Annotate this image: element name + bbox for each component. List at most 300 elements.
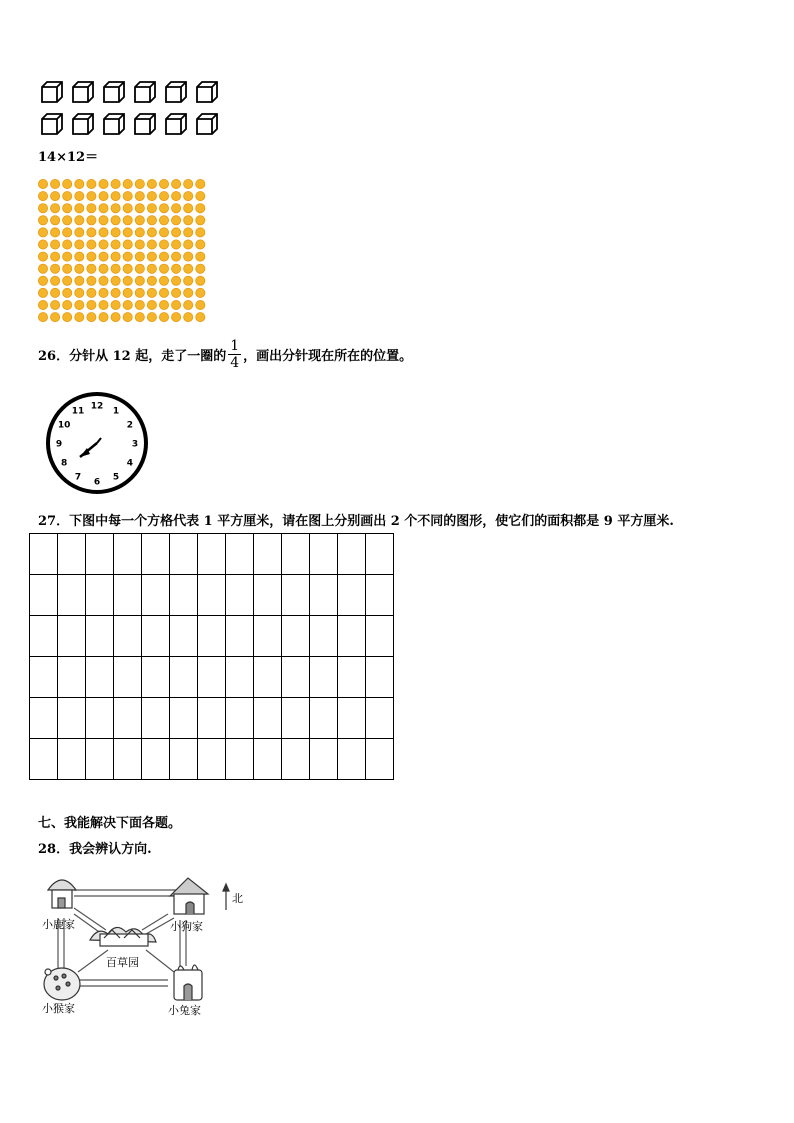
dot [159, 216, 168, 225]
grid-row [30, 616, 394, 657]
clock-number: 8 [60, 458, 68, 469]
dot [184, 288, 193, 297]
dot [184, 192, 193, 201]
grid-cell[interactable] [170, 616, 198, 657]
grid-cell[interactable] [310, 616, 338, 657]
question-26-suffix: ，画出分针现在所在的位置。 [243, 349, 413, 364]
dot [159, 276, 168, 285]
grid-cell[interactable] [338, 616, 366, 657]
dot [111, 288, 120, 297]
dot [63, 204, 72, 213]
cube-icon [104, 114, 124, 134]
dot [87, 204, 96, 213]
grid-cell[interactable] [366, 616, 394, 657]
dot [184, 216, 193, 225]
grid-cell[interactable] [170, 575, 198, 616]
dot [123, 216, 132, 225]
grid-cell[interactable] [226, 739, 254, 780]
grid-row [30, 657, 394, 698]
grid-cell[interactable] [310, 698, 338, 739]
grid-cell[interactable] [86, 575, 114, 616]
dot [99, 264, 108, 273]
dot [75, 264, 84, 273]
dot [184, 264, 193, 273]
dot [123, 192, 132, 201]
dot [159, 252, 168, 261]
dot [111, 204, 120, 213]
dot [159, 264, 168, 273]
grid-cell[interactable] [86, 698, 114, 739]
clock-number: 5 [112, 472, 120, 483]
grid-cell[interactable] [114, 739, 142, 780]
dog-house-label: 小狗家 [170, 920, 203, 933]
dot [147, 179, 156, 188]
deer-house-label: 小鹿家 [42, 918, 75, 931]
grid-cell[interactable] [254, 657, 282, 698]
dot [184, 240, 193, 249]
dot [75, 228, 84, 237]
grid-cell[interactable] [170, 657, 198, 698]
dot [184, 313, 193, 322]
dot [172, 216, 181, 225]
dot [99, 179, 108, 188]
dot [38, 192, 47, 201]
grid-row [30, 534, 394, 575]
cube-icon [166, 114, 186, 134]
dot [196, 240, 205, 249]
dot [135, 252, 144, 261]
dot [172, 313, 181, 322]
grid-cell[interactable] [30, 739, 58, 780]
dot [63, 300, 72, 309]
grid-cell[interactable] [30, 575, 58, 616]
dot [51, 216, 60, 225]
dot [196, 216, 205, 225]
dot [99, 228, 108, 237]
clock-number: 10 [57, 420, 71, 431]
dot [159, 240, 168, 249]
dot [159, 300, 168, 309]
grid-cell[interactable] [58, 534, 86, 575]
square-grid [29, 533, 394, 780]
dot [99, 300, 108, 309]
dot [51, 288, 60, 297]
map-drawing [38, 868, 248, 1018]
dot [87, 179, 96, 188]
dot [51, 252, 60, 261]
grid-cell[interactable] [310, 739, 338, 780]
dot [99, 288, 108, 297]
dot [123, 276, 132, 285]
dot [172, 204, 181, 213]
dot [135, 216, 144, 225]
dot [147, 240, 156, 249]
dot [111, 252, 120, 261]
dot [75, 252, 84, 261]
dot [63, 288, 72, 297]
direction-map [38, 868, 248, 1022]
cube-icon [166, 82, 186, 102]
grid-cell[interactable] [282, 739, 310, 780]
grid-cell[interactable] [254, 575, 282, 616]
dot [87, 264, 96, 273]
dot [147, 300, 156, 309]
dot [196, 313, 205, 322]
dot [172, 240, 181, 249]
dot [63, 276, 72, 285]
north-label: 北 [232, 892, 243, 905]
dot [38, 264, 47, 273]
grid-cell[interactable] [86, 534, 114, 575]
grid-cell[interactable] [86, 739, 114, 780]
grid-cell[interactable] [366, 575, 394, 616]
dot [87, 240, 96, 249]
dot [63, 179, 72, 188]
clock-number: 12 [90, 401, 104, 412]
cube-icon [104, 82, 124, 102]
dot [75, 179, 84, 188]
grid-cell[interactable] [58, 657, 86, 698]
dot [147, 288, 156, 297]
dot [159, 204, 168, 213]
clock-number: 3 [131, 439, 139, 450]
grid-cell[interactable] [310, 657, 338, 698]
dot [87, 216, 96, 225]
clock-number: 6 [93, 477, 101, 488]
dot [135, 313, 144, 322]
grid-cell[interactable] [366, 657, 394, 698]
dot [135, 192, 144, 201]
dot [159, 192, 168, 201]
clock-number: 2 [126, 420, 134, 431]
cube-icon [73, 114, 93, 134]
dot [123, 240, 132, 249]
clock-number: 9 [55, 439, 63, 450]
dot [87, 313, 96, 322]
dot [147, 192, 156, 201]
dot [184, 252, 193, 261]
grid-cell[interactable] [338, 739, 366, 780]
grid-cell[interactable] [282, 698, 310, 739]
dot [172, 276, 181, 285]
dot [184, 228, 193, 237]
grid-cell[interactable] [198, 698, 226, 739]
grid-row [30, 698, 394, 739]
dot [123, 252, 132, 261]
dot [135, 228, 144, 237]
grid-cell[interactable] [338, 698, 366, 739]
section-7-heading: 七、我能解决下面各题。 [38, 816, 182, 831]
dot [75, 216, 84, 225]
grid-cell[interactable] [282, 534, 310, 575]
cubes-drawing [40, 80, 240, 140]
garden-label: 百草园 [106, 956, 139, 969]
grid-cell[interactable] [142, 739, 170, 780]
grid-cell[interactable] [170, 534, 198, 575]
dot [75, 288, 84, 297]
dot [123, 313, 132, 322]
grid-row [30, 739, 394, 780]
clock-number: 11 [71, 406, 85, 417]
dot [75, 240, 84, 249]
grid-cell[interactable] [198, 657, 226, 698]
cube-icon [73, 82, 93, 102]
grid-cell[interactable] [142, 534, 170, 575]
dot [111, 240, 120, 249]
dot [196, 276, 205, 285]
dot [111, 276, 120, 285]
grid-cell[interactable] [58, 698, 86, 739]
dot [184, 179, 193, 188]
grid-cell[interactable] [142, 575, 170, 616]
grid-cell[interactable] [86, 657, 114, 698]
dot [135, 240, 144, 249]
dot [75, 313, 84, 322]
grid-cell[interactable] [338, 575, 366, 616]
dot [196, 288, 205, 297]
dot [147, 228, 156, 237]
grid-cell[interactable] [254, 616, 282, 657]
grid-cell[interactable] [198, 739, 226, 780]
dot [99, 204, 108, 213]
grid-cell[interactable] [366, 698, 394, 739]
clock-face [44, 390, 150, 500]
grid-cell[interactable] [58, 575, 86, 616]
question-26 [38, 338, 412, 371]
dot [99, 216, 108, 225]
grid-cell[interactable] [198, 534, 226, 575]
dot [135, 179, 144, 188]
grid-cell[interactable] [142, 616, 170, 657]
question-28: 28．我会辨认方向. [38, 842, 152, 857]
dot [99, 240, 108, 249]
question-26-prefix: 26．分针从 12 起，走了一圈的 [38, 349, 227, 364]
dot [196, 204, 205, 213]
dot [63, 313, 72, 322]
dot [147, 313, 156, 322]
dot [38, 300, 47, 309]
grid-cell[interactable] [142, 698, 170, 739]
grid-cell[interactable] [142, 657, 170, 698]
dot [159, 228, 168, 237]
grid-cell[interactable] [282, 575, 310, 616]
dot [51, 204, 60, 213]
dot [135, 288, 144, 297]
dot [172, 252, 181, 261]
dot [111, 179, 120, 188]
dot [135, 264, 144, 273]
dot [38, 204, 47, 213]
grid-cell[interactable] [282, 616, 310, 657]
grid-cell[interactable] [254, 739, 282, 780]
dot [87, 228, 96, 237]
grid-cell[interactable] [86, 616, 114, 657]
dot [87, 300, 96, 309]
dot [147, 276, 156, 285]
dot [184, 276, 193, 285]
grid-row [30, 575, 394, 616]
dot [87, 192, 96, 201]
cube-illustration [40, 80, 240, 144]
grid-cell[interactable] [226, 534, 254, 575]
dot [172, 179, 181, 188]
dot [147, 216, 156, 225]
dot [99, 313, 108, 322]
grid-cell[interactable] [226, 657, 254, 698]
dot [111, 216, 120, 225]
clock-drawing [44, 390, 150, 496]
dot [51, 276, 60, 285]
grid-cell[interactable] [254, 698, 282, 739]
fraction-numerator: 1 [230, 338, 240, 354]
rabbit-house-icon [174, 965, 202, 1000]
clock-number: 4 [126, 458, 134, 469]
dot [123, 300, 132, 309]
grid-cell[interactable] [366, 739, 394, 780]
dot [123, 228, 132, 237]
grid-cell[interactable] [58, 616, 86, 657]
dot [99, 192, 108, 201]
dot [87, 276, 96, 285]
dot [135, 204, 144, 213]
dot [159, 288, 168, 297]
grid-cell[interactable] [198, 575, 226, 616]
dot [184, 300, 193, 309]
dot [99, 276, 108, 285]
dot [87, 252, 96, 261]
clock-number: 7 [74, 472, 82, 483]
dot [87, 288, 96, 297]
grid-cell[interactable] [338, 657, 366, 698]
north-arrow-icon [223, 884, 229, 910]
garden-icon [90, 927, 156, 946]
dot [51, 313, 60, 322]
grid-cell[interactable] [114, 657, 142, 698]
dot [63, 252, 72, 261]
dot [172, 192, 181, 201]
dot [63, 264, 72, 273]
dot [63, 240, 72, 249]
dot [123, 264, 132, 273]
dot [147, 204, 156, 213]
dot [147, 264, 156, 273]
dot [111, 192, 120, 201]
cube-icon [197, 114, 217, 134]
dot [135, 276, 144, 285]
dot [38, 240, 47, 249]
dot [111, 228, 120, 237]
grid-cell[interactable] [282, 657, 310, 698]
dot [51, 240, 60, 249]
cube-icon [135, 114, 155, 134]
grid-cell[interactable] [114, 698, 142, 739]
grid-cell[interactable] [58, 739, 86, 780]
grid-cell[interactable] [226, 575, 254, 616]
dot [51, 228, 60, 237]
dot [196, 300, 205, 309]
hand-tail [97, 438, 101, 443]
dot [51, 179, 60, 188]
dot [196, 264, 205, 273]
monkey-house-label: 小猴家 [42, 1002, 75, 1015]
grid-cell[interactable] [30, 534, 58, 575]
dot [38, 252, 47, 261]
dot [172, 300, 181, 309]
dot [75, 204, 84, 213]
dot [184, 204, 193, 213]
dot [111, 313, 120, 322]
dot [123, 288, 132, 297]
dot [63, 192, 72, 201]
grid-cell[interactable] [338, 534, 366, 575]
dot [172, 264, 181, 273]
dot [63, 228, 72, 237]
dot [38, 288, 47, 297]
grid-cell[interactable] [226, 698, 254, 739]
dot [38, 179, 47, 188]
dot [159, 179, 168, 188]
dot [196, 228, 205, 237]
dot [38, 276, 47, 285]
rabbit-house-label: 小兔家 [168, 1004, 201, 1017]
fraction-denominator: 4 [230, 355, 240, 371]
fraction-one-quarter [228, 338, 241, 371]
dot [196, 252, 205, 261]
grid-cell[interactable] [310, 534, 338, 575]
dot [135, 300, 144, 309]
grid-cell[interactable] [114, 575, 142, 616]
grid-cell[interactable] [30, 616, 58, 657]
dot [38, 228, 47, 237]
dot [75, 192, 84, 201]
cube-icon [135, 82, 155, 102]
grid-cell[interactable] [170, 698, 198, 739]
dot [51, 192, 60, 201]
deer-house-icon [48, 880, 76, 908]
dot [63, 216, 72, 225]
cube-icon [42, 82, 62, 102]
dot [196, 179, 205, 188]
grid-cell[interactable] [254, 534, 282, 575]
grid-cell[interactable] [114, 534, 142, 575]
dot [111, 264, 120, 273]
grid-cell[interactable] [310, 575, 338, 616]
grid-cell[interactable] [226, 616, 254, 657]
dot [75, 276, 84, 285]
grid-cell[interactable] [366, 534, 394, 575]
monkey-house-icon [44, 968, 80, 1000]
dog-house-icon [170, 878, 208, 914]
cube-icon [42, 114, 62, 134]
dot [38, 313, 47, 322]
grid-cell[interactable] [114, 616, 142, 657]
dot [147, 252, 156, 261]
grid-cell[interactable] [198, 616, 226, 657]
dot [51, 300, 60, 309]
grid-cell[interactable] [170, 739, 198, 780]
grid-cell[interactable] [30, 698, 58, 739]
grid-cell[interactable] [30, 657, 58, 698]
dot [172, 288, 181, 297]
dot [123, 204, 132, 213]
dot [75, 300, 84, 309]
dot [196, 192, 205, 201]
dot [51, 264, 60, 273]
dot [172, 228, 181, 237]
equation-14x12: 14×12＝ [38, 150, 99, 165]
cube-icon [197, 82, 217, 102]
dot [111, 300, 120, 309]
